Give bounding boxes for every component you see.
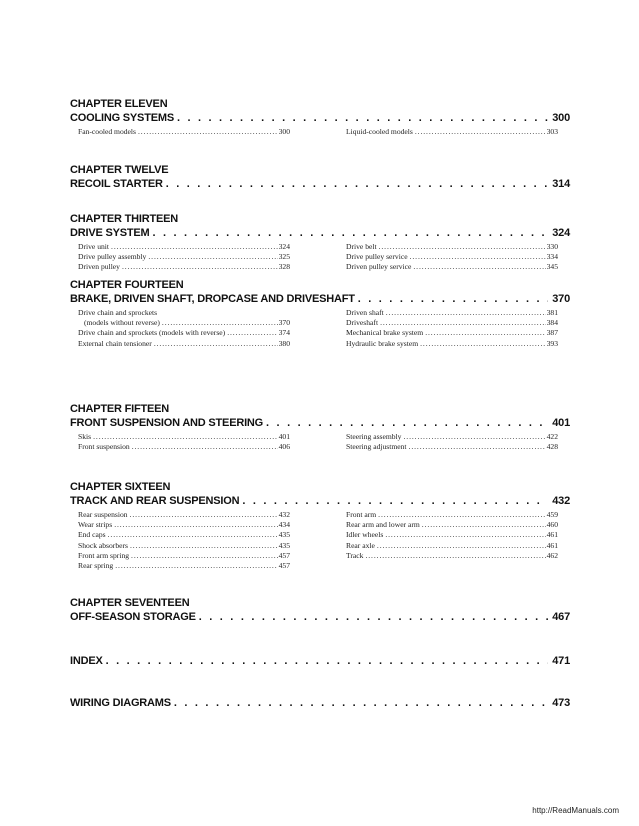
entries-right-column xyxy=(346,242,558,273)
entry-title: Idler wheels xyxy=(346,530,384,540)
entry-page-number: 406 xyxy=(278,442,290,452)
entry-page-number: 432 xyxy=(278,510,290,519)
entry-title: Rear suspension xyxy=(78,510,128,519)
toc-entry[interactable] xyxy=(78,510,290,520)
toc-entry[interactable] xyxy=(346,551,558,561)
toc-entry[interactable] xyxy=(78,328,290,338)
entry-title: Drive pulley service xyxy=(346,252,408,262)
dot-leader xyxy=(128,510,278,520)
entry-title: Steering assembly xyxy=(346,432,402,441)
dot-leader xyxy=(129,551,278,561)
chapter-page-number: 370 xyxy=(552,293,570,305)
entry-page-number: 393 xyxy=(546,338,558,348)
dot-leader xyxy=(363,551,546,561)
entry-page-number: 435 xyxy=(278,530,290,540)
chapter-page-number: 300 xyxy=(552,112,570,124)
chapter-title-row[interactable] xyxy=(70,696,570,711)
entry-title: Fan-cooled models xyxy=(78,127,136,136)
dot-leader xyxy=(150,226,548,241)
section-entries xyxy=(78,432,570,452)
chapter-page-number: 401 xyxy=(552,417,570,429)
entry-page-number: 435 xyxy=(278,540,290,550)
entry-page-number: 428 xyxy=(546,442,558,452)
dot-leader xyxy=(196,610,548,625)
toc-entry[interactable] xyxy=(78,252,290,262)
toc-entry[interactable] xyxy=(346,541,558,551)
dot-leader xyxy=(106,530,278,540)
toc-entry[interactable] xyxy=(78,262,290,272)
entries-right-column xyxy=(346,510,558,571)
chapter-title: RECOIL STARTER xyxy=(70,178,163,190)
entries-left-column xyxy=(78,432,290,452)
chapter-section xyxy=(70,480,570,571)
chapter-section xyxy=(70,212,570,273)
entry-page-number: 345 xyxy=(546,262,558,272)
chapter-title-row[interactable] xyxy=(70,494,570,509)
section-entries xyxy=(78,308,570,349)
entry-page-number: 461 xyxy=(546,530,558,540)
dot-leader xyxy=(413,127,546,137)
chapter-section xyxy=(70,654,570,669)
chapter-title: WIRING DIAGRAMS xyxy=(70,697,171,709)
toc-entry[interactable] xyxy=(78,561,290,571)
entry-title: Driven shaft xyxy=(346,308,384,317)
chapter-section xyxy=(70,278,570,349)
chapter-title-row[interactable] xyxy=(70,111,570,126)
entry-title: Track xyxy=(346,550,364,560)
dot-leader xyxy=(152,339,278,349)
dot-leader xyxy=(163,177,548,192)
dot-leader xyxy=(378,318,546,328)
chapter-page-number: 473 xyxy=(552,697,570,709)
chapter-label: CHAPTER THIRTEEN xyxy=(70,213,179,225)
entry-page-number: 461 xyxy=(546,540,558,550)
chapter-section xyxy=(70,163,570,192)
dot-leader xyxy=(263,416,548,431)
entry-title: Rear axle xyxy=(346,540,375,550)
dot-leader xyxy=(109,242,278,252)
dot-leader xyxy=(355,292,548,307)
chapter-section xyxy=(70,97,570,137)
chapter-title-row[interactable] xyxy=(70,177,570,192)
entry-title: External chain tensioner xyxy=(78,338,152,348)
toc-entry[interactable] xyxy=(78,127,290,137)
entry-page-number: 457 xyxy=(278,550,290,560)
entry-page-number: 334 xyxy=(546,252,558,262)
dot-leader xyxy=(113,561,278,571)
chapter-title: COOLING SYSTEMS xyxy=(70,112,174,124)
toc-entry[interactable] xyxy=(78,442,290,452)
entry-title: Mechanical brake system xyxy=(346,328,424,338)
toc-entry[interactable] xyxy=(346,328,558,338)
entries-left-column xyxy=(78,127,290,137)
entry-title: Drive unit xyxy=(78,242,110,251)
dot-leader xyxy=(103,654,548,669)
entry-title: Liquid-cooled models xyxy=(346,127,413,136)
entry-page-number: 434 xyxy=(278,520,290,530)
entry-title: Drive chain and sprockets (models with reverse) xyxy=(78,328,226,338)
dot-leader xyxy=(146,252,278,262)
chapter-title: OFF-SEASON STORAGE xyxy=(70,611,196,623)
chapter-label: CHAPTER SEVENTEEN xyxy=(70,597,190,609)
toc-entry[interactable] xyxy=(346,318,558,328)
dot-leader xyxy=(239,494,548,509)
toc-entry[interactable] xyxy=(78,551,290,561)
entry-page-number: 374 xyxy=(278,328,290,338)
chapter-title-row[interactable] xyxy=(70,416,570,431)
toc-entry[interactable] xyxy=(78,541,290,551)
chapter-page-number: 471 xyxy=(552,655,570,667)
toc-entry[interactable] xyxy=(346,510,558,520)
chapter-title-row[interactable] xyxy=(70,654,570,669)
chapter-label: CHAPTER ELEVEN xyxy=(70,98,168,110)
dot-leader xyxy=(418,339,546,349)
dot-leader xyxy=(377,242,546,252)
entry-page-number: 457 xyxy=(278,561,290,571)
chapter-section xyxy=(70,596,570,625)
dot-leader xyxy=(376,510,546,520)
chapter-label: CHAPTER TWELVE xyxy=(70,164,169,176)
dot-leader xyxy=(384,308,546,318)
entry-title: Steering adjustment xyxy=(346,442,407,452)
entries-left-column xyxy=(78,510,290,571)
chapter-title: TRACK AND REAR SUSPENSION xyxy=(70,495,240,507)
toc-entry[interactable] xyxy=(346,442,558,452)
chapter-title-row[interactable] xyxy=(70,610,570,625)
entry-page-number: 387 xyxy=(546,328,558,338)
dot-leader xyxy=(420,520,546,530)
chapter-page-number: 324 xyxy=(552,227,570,239)
chapter-label: CHAPTER FOURTEEN xyxy=(70,279,184,291)
dot-leader xyxy=(91,432,278,442)
entry-title: Wear strips xyxy=(78,520,113,530)
entry-title: Drive belt xyxy=(346,242,377,251)
entry-page-number: 422 xyxy=(546,432,558,441)
chapter-label: CHAPTER FIFTEEN xyxy=(70,403,170,415)
entry-page-number: 380 xyxy=(278,338,290,348)
entry-title: Front arm spring xyxy=(78,550,130,560)
entry-page-number: 324 xyxy=(278,242,290,251)
entry-title: Driven pulley service xyxy=(346,262,412,272)
entry-page-number: 370 xyxy=(278,318,290,328)
entry-title: (models without reverse) xyxy=(84,318,160,328)
toc-entry[interactable] xyxy=(78,432,290,442)
entry-page-number: 459 xyxy=(546,510,558,519)
entries-right-column xyxy=(346,127,558,137)
dot-leader xyxy=(411,262,546,272)
toc-entry[interactable] xyxy=(78,339,290,349)
toc-entry[interactable] xyxy=(78,308,290,318)
section-entries xyxy=(78,242,570,273)
entry-title: Shock absorbers xyxy=(78,540,128,550)
entry-title: Front arm xyxy=(346,510,377,519)
chapter-title: FRONT SUSPENSION AND STEERING xyxy=(70,417,264,429)
entry-page-number: 462 xyxy=(546,550,558,560)
entry-page-number: 325 xyxy=(278,252,290,262)
entry-page-number: 401 xyxy=(278,432,290,441)
chapter-section xyxy=(70,402,570,452)
dot-leader xyxy=(408,252,546,262)
dot-leader xyxy=(120,262,278,272)
chapter-label: CHAPTER SIXTEEN xyxy=(70,481,171,493)
chapter-page-number: 467 xyxy=(552,611,570,623)
section-entries xyxy=(78,510,570,571)
entries-left-column xyxy=(78,242,290,273)
dot-leader xyxy=(401,432,546,442)
toc-entry[interactable] xyxy=(78,318,290,328)
entry-title: Front suspension xyxy=(78,442,130,452)
entry-title: Rear arm and lower arm xyxy=(346,520,420,530)
entry-title: Rear spring xyxy=(78,561,114,571)
toc-entry[interactable] xyxy=(78,242,290,252)
entry-title: Driven pulley xyxy=(78,262,120,272)
dot-leader xyxy=(136,127,278,137)
dot-leader xyxy=(375,541,546,551)
chapter-title: INDEX xyxy=(70,655,103,667)
dot-leader xyxy=(130,442,278,452)
entry-page-number: 303 xyxy=(546,127,558,136)
toc-entry[interactable] xyxy=(346,127,558,137)
dot-leader xyxy=(171,696,548,711)
entry-page-number: 381 xyxy=(546,308,558,317)
entries-right-column xyxy=(346,432,558,452)
toc-entry[interactable] xyxy=(346,252,558,262)
dot-leader xyxy=(112,520,278,530)
dot-leader xyxy=(174,111,548,126)
chapter-page-number: 432 xyxy=(552,495,570,507)
toc-entry[interactable] xyxy=(346,262,558,272)
dot-leader xyxy=(423,328,546,338)
entry-title: Hydraulic brake system xyxy=(346,338,419,348)
entry-title: Driveshaft xyxy=(346,318,379,328)
chapter-title-row[interactable] xyxy=(70,292,570,307)
toc-entry[interactable] xyxy=(346,432,558,442)
dot-leader xyxy=(128,541,278,551)
toc-entry[interactable] xyxy=(346,339,558,349)
entry-page-number: 384 xyxy=(546,318,558,328)
dot-leader xyxy=(225,328,278,338)
entry-page-number: 330 xyxy=(546,242,558,251)
entry-page-number: 300 xyxy=(278,127,290,136)
dot-leader xyxy=(383,530,546,540)
section-entries xyxy=(78,127,570,137)
toc-entry[interactable] xyxy=(346,530,558,540)
entries-right-column xyxy=(346,308,558,349)
chapter-title-row[interactable] xyxy=(70,226,570,241)
toc-entry[interactable] xyxy=(78,530,290,540)
toc-entry[interactable] xyxy=(346,242,558,252)
entry-page-number: 328 xyxy=(278,262,290,272)
chapter-title: DRIVE SYSTEM xyxy=(70,227,150,239)
entries-left-column xyxy=(78,308,290,349)
entry-page-number: 460 xyxy=(546,520,558,530)
footer-url[interactable]: http://ReadManuals.com xyxy=(532,806,619,815)
entry-title: End caps xyxy=(78,530,106,540)
dot-leader xyxy=(160,318,278,328)
entry-title: Drive chain and sprockets xyxy=(78,308,158,317)
entry-title: Drive pulley assembly xyxy=(78,252,147,262)
chapter-title: BRAKE, DRIVEN SHAFT, DROPCASE AND DRIVESHAFT xyxy=(70,293,355,305)
toc-entry[interactable] xyxy=(346,308,558,318)
entry-title: Skis xyxy=(78,432,92,441)
toc-entry[interactable] xyxy=(346,520,558,530)
chapter-section xyxy=(70,696,570,711)
dot-leader xyxy=(407,442,546,452)
toc-entry[interactable] xyxy=(78,520,290,530)
chapter-page-number: 314 xyxy=(552,178,570,190)
